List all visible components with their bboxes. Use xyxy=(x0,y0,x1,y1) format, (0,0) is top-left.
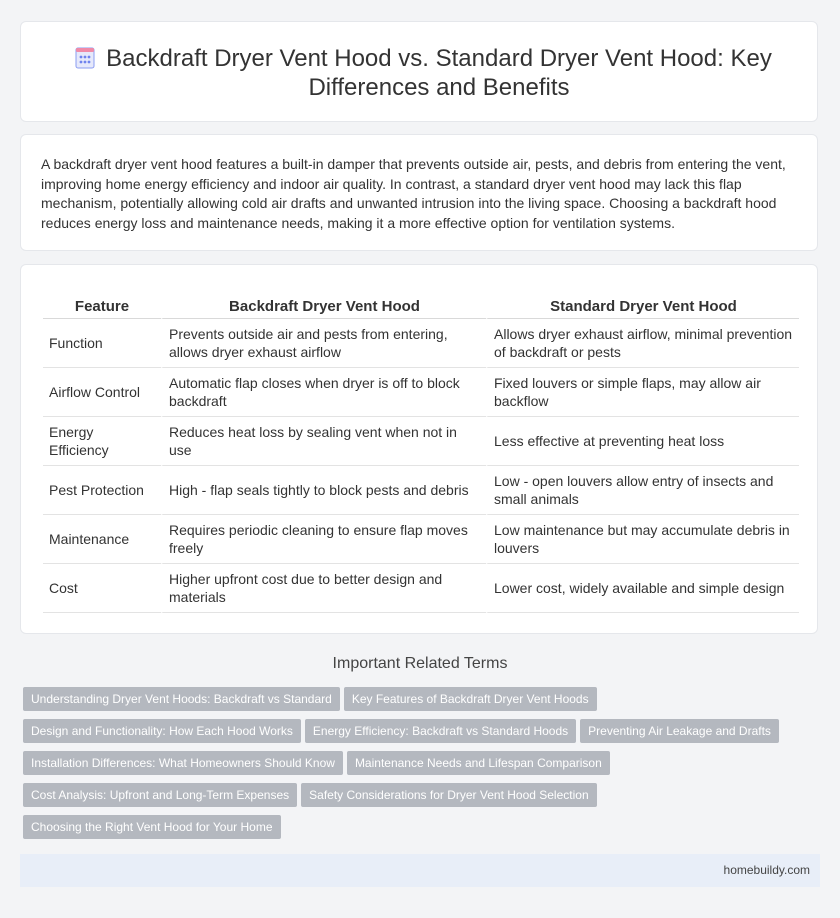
table-cell-feature: Maintenance xyxy=(43,515,161,564)
related-terms-heading: Important Related Terms xyxy=(332,655,508,672)
related-term-tag[interactable]: Energy Efficiency: Backdraft vs Standard Hoods xyxy=(305,719,576,743)
footer xyxy=(20,854,820,887)
column-header-feature: Feature xyxy=(43,297,161,319)
table-cell-feature: Pest Protection xyxy=(43,466,161,515)
related-term-tag[interactable]: Preventing Air Leakage and Drafts xyxy=(580,719,779,743)
title-card xyxy=(20,21,818,122)
table-row xyxy=(43,466,799,515)
table-cell-backdraft: High - flap seals tightly to block pests and debris xyxy=(161,466,486,515)
intro-card xyxy=(20,134,818,251)
table-cell-standard: Fixed louvers or simple flaps, may allow air backflow xyxy=(486,368,799,417)
table-cell-standard: Low - open louvers allow entry of insects and small animals xyxy=(486,466,799,515)
footer-site-link[interactable]: homebuildy.com xyxy=(723,863,810,877)
column-header-backdraft: Backdraft Dryer Vent Hood xyxy=(161,297,486,319)
comparison-table xyxy=(43,297,799,613)
table-cell-standard: Less effective at preventing heat loss xyxy=(486,417,799,466)
table-cell-feature: Energy Efficiency xyxy=(43,417,161,466)
table-cell-backdraft: Reduces heat loss by sealing vent when not in use xyxy=(161,417,486,466)
column-header-standard: Standard Dryer Vent Hood xyxy=(486,297,799,319)
related-term-tag[interactable]: Installation Differences: What Homeowners Should Know xyxy=(23,751,343,775)
related-term-tag[interactable]: Maintenance Needs and Lifespan Comparison xyxy=(347,751,610,775)
table-cell-backdraft: Automatic flap closes when dryer is off to block backdraft xyxy=(161,368,486,417)
table-row xyxy=(43,564,799,613)
related-term-tag[interactable]: Safety Considerations for Dryer Vent Hood Selection xyxy=(301,783,596,807)
related-term-tag[interactable]: Key Features of Backdraft Dryer Vent Hoods xyxy=(344,687,597,711)
comparison-table-card xyxy=(20,264,818,634)
table-cell-feature: Function xyxy=(43,319,161,368)
related-term-tag[interactable]: Choosing the Right Vent Hood for Your Home xyxy=(23,815,281,839)
table-row xyxy=(43,368,799,417)
related-term-tag[interactable]: Understanding Dryer Vent Hoods: Backdraft vs Standard xyxy=(23,687,340,711)
page-title: Backdraft Dryer Vent Hood vs. Standard Dryer Vent Hood: Key Differences and Benefits xyxy=(106,45,772,101)
related-term-tag[interactable]: Cost Analysis: Upfront and Long-Term Expenses xyxy=(23,783,297,807)
table-row xyxy=(43,515,799,564)
related-terms-list xyxy=(23,687,813,847)
table-row xyxy=(43,417,799,466)
table-cell-standard: Allows dryer exhaust airflow, minimal prevention of backdraft or pests xyxy=(486,319,799,368)
table-cell-backdraft: Higher upfront cost due to better design and materials xyxy=(161,564,486,613)
table-cell-backdraft: Requires periodic cleaning to ensure flap moves freely xyxy=(161,515,486,564)
table-cell-backdraft: Prevents outside air and pests from entering, allows dryer exhaust airflow xyxy=(161,319,486,368)
table-cell-feature: Cost xyxy=(43,564,161,613)
table-cell-standard: Lower cost, widely available and simple design xyxy=(486,564,799,613)
table-row xyxy=(43,319,799,368)
related-term-tag[interactable]: Design and Functionality: How Each Hood Works xyxy=(23,719,301,743)
intro-paragraph: A backdraft dryer vent hood features a built-in damper that prevents outside air, pests, and debris from entering the vent, improving home energy efficiency and indoor air quality. In contrast, a standard dryer vent hood may lack this flap mechanism, potentially allowing cold air drafts and unwanted intrusion into the living space. Choosing a backdraft hood reduces energy loss and maintenance needs, making it a more effective option for ventilation systems. xyxy=(41,156,786,231)
table-cell-standard: Low maintenance but may accumulate debris in louvers xyxy=(486,515,799,564)
table-header-row xyxy=(43,297,799,319)
table-cell-feature: Airflow Control xyxy=(43,368,161,417)
